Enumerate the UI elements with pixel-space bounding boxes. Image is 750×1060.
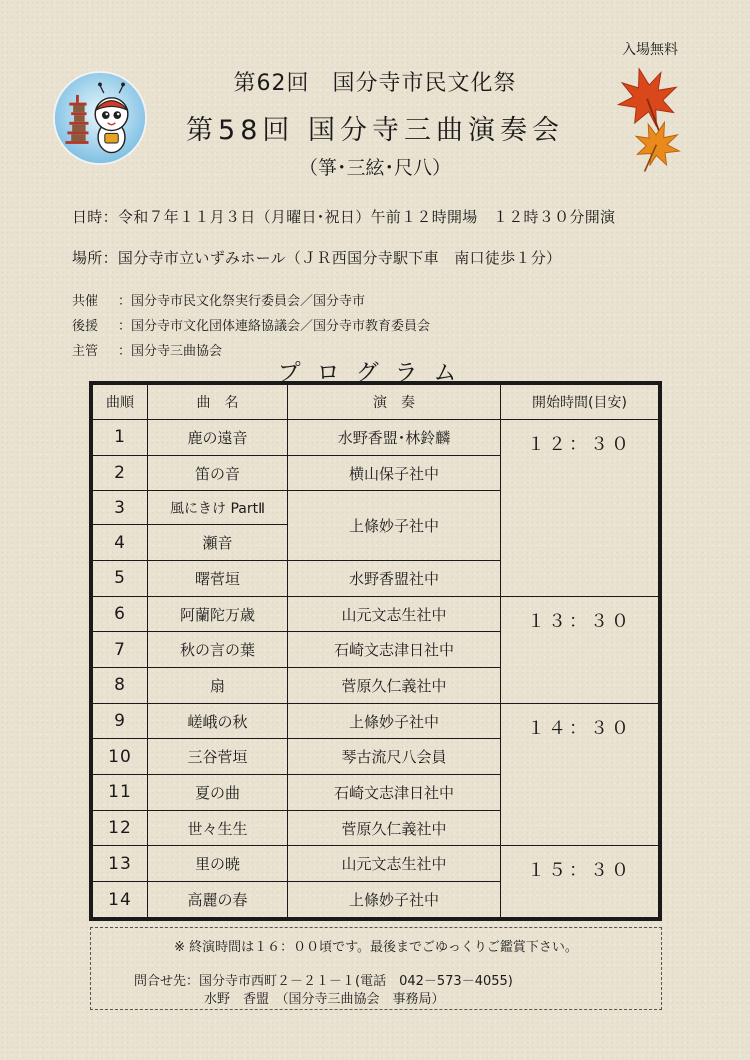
end-time-note: ※ 終演時間は１６：００頃です。最後までごゆっくりご鑑賞下さい。 [174,940,578,955]
row-number: 13 [93,846,148,882]
start-time: １３：３０ [501,596,659,703]
song-title: 夏の曲 [148,775,288,811]
song-title: 高麗の春 [148,882,288,918]
co-host [72,290,365,309]
row-number: 2 [93,455,148,491]
row-number: 1 [93,420,148,456]
row-number: 5 [93,561,148,597]
song-title: 阿蘭陀万歳 [148,596,288,632]
performer: 菅原久仁義社中 [288,668,501,704]
row-number: 8 [93,668,148,704]
contact-address: 問合せ先：国分寺市西町２－２１－１(電話 042－573－4055) [134,974,513,989]
start-time: １５：３０ [501,846,659,918]
song-title: 鹿の遠音 [148,420,288,456]
table-row [93,420,659,456]
co-host-label: 共催 [72,294,99,309]
song-title: 嵯峨の秋 [148,703,288,739]
song-title: 風にきけ PartⅡ [148,491,288,525]
row-number: 11 [93,775,148,811]
header-order: 曲順 [93,385,148,420]
contact-person: 水野 香盟 （国分寺三曲協会 事務局） [204,992,445,1007]
support [72,315,430,334]
performer: 山元文志生社中 [288,846,501,882]
performer: 上條妙子社中 [288,491,501,561]
song-title: 世々生生 [148,810,288,846]
table-row [93,846,659,882]
row-number: 4 [93,525,148,561]
performer: 石崎文志津日社中 [288,632,501,668]
song-title: 里の暁 [148,846,288,882]
performer: 菅原久仁義社中 [288,810,501,846]
performer: 琴古流尺八会員 [288,739,501,775]
footer-box [90,927,662,1010]
co-host-value: ：国分寺市民文化祭実行委員会／国分寺市 [118,294,366,309]
event-place: 場所：国分寺市立いずみホール（ＪＲ西国分寺駅下車 南口徒歩１分） [72,249,562,267]
event-datetime: 日時：令和７年１１月３日（月曜日･祝日）午前１２時開場 １２時３０分開演 [72,208,616,226]
table-row [93,703,659,739]
row-number: 14 [93,882,148,918]
song-title: 笛の音 [148,455,288,491]
concert-title: 第58回 国分寺三曲演奏会 [186,115,564,146]
start-time: １４：３０ [501,703,659,846]
support-value: ：国分寺市文化団体連絡協議会／国分寺市教育委員会 [118,319,431,334]
row-number: 10 [93,739,148,775]
performer: 水野香盟･林鈴麟 [288,420,501,456]
program-table [89,381,662,921]
admission-free: 入場無料 [622,42,678,58]
performer: 水野香盟社中 [288,561,501,597]
header-title: 曲 名 [148,385,288,420]
row-number: 3 [93,491,148,525]
program-heading: プログラム [277,360,473,386]
row-number: 6 [93,596,148,632]
organizer-value: ：国分寺三曲協会 [118,344,223,359]
song-title: 秋の言の葉 [148,632,288,668]
song-title: 扇 [148,668,288,704]
performer: 上條妙子社中 [288,882,501,918]
support-label: 後援 [72,319,99,334]
table-row [93,596,659,632]
performer: 石崎文志津日社中 [288,775,501,811]
row-number: 7 [93,632,148,668]
song-title: 曙菅垣 [148,561,288,597]
performer: 上條妙子社中 [288,703,501,739]
header-performer: 演 奏 [288,385,501,420]
table-header-row [93,385,659,420]
row-number: 12 [93,810,148,846]
row-number: 9 [93,703,148,739]
organizer-label: 主管 [72,344,99,359]
header-start-time: 開始時間(目安) [501,385,659,420]
start-time: １２：３０ [501,420,659,597]
performer: 山元文志生社中 [288,596,501,632]
song-title: 三谷菅垣 [148,739,288,775]
instruments-subtitle: （箏･三絃･尺八） [298,157,451,179]
festival-title: 第62回 国分寺市民文化祭 [233,71,517,96]
performer: 横山保子社中 [288,455,501,491]
song-title: 瀬音 [148,525,288,561]
